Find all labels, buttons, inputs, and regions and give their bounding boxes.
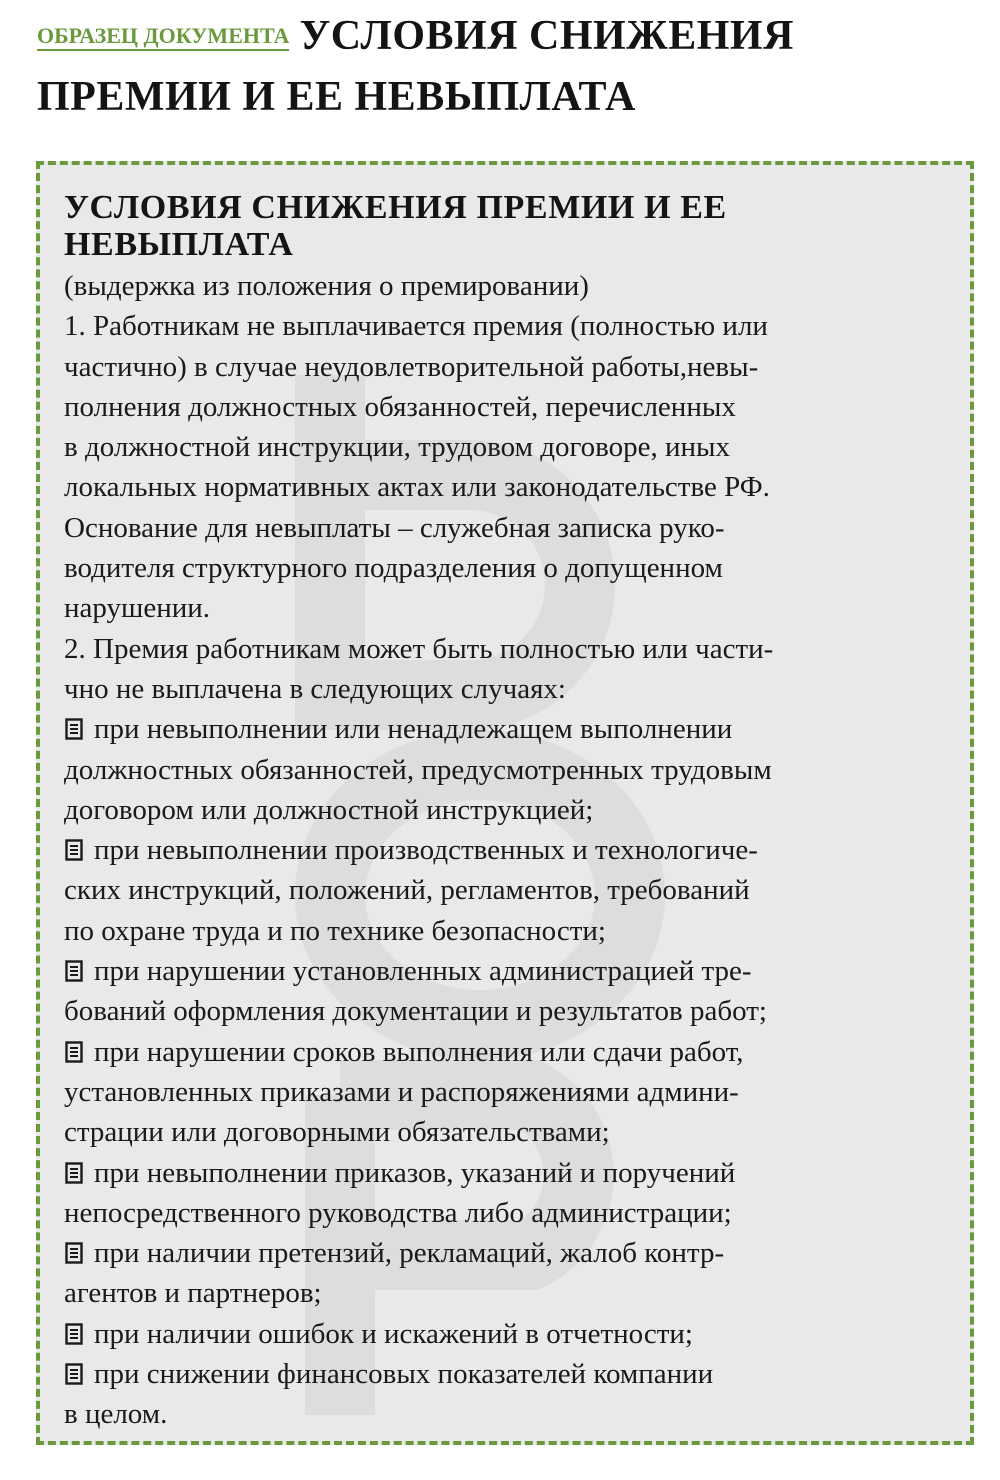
bullet-line: при невыполнении или ненадлежащем выполнении: [94, 713, 733, 746]
document-title: [64, 189, 954, 263]
bullet-item: [64, 951, 954, 991]
document-icon: [64, 1032, 84, 1072]
document-subtitle: (выдержка из положения о премировании): [64, 270, 589, 302]
document-icon: [64, 951, 84, 991]
bullet-continuation: [64, 1193, 954, 1233]
bullet-item: [64, 1153, 954, 1193]
bullet-item: [64, 709, 954, 749]
bullet-text: [94, 1153, 954, 1193]
bullet-text: [94, 1233, 954, 1273]
bullet-continuation: [64, 1273, 954, 1313]
paragraph-line: чно не выплачена в следующих случаях:: [64, 672, 566, 705]
paragraph-line: нарушении.: [64, 592, 211, 625]
bullet-line: при снижении финансовых показателей компании: [94, 1358, 714, 1391]
document-content: [64, 189, 954, 1435]
paragraph-line: локальных нормативных актах или законодательстве РФ.: [64, 471, 770, 504]
paragraph-line: в должностной инструкции, трудовом договоре, иных: [64, 431, 731, 464]
document-icon: [64, 830, 84, 870]
paragraph-1: [64, 306, 954, 628]
document-title-line-1: УСЛОВИЯ СНИЖЕНИЯ ПРЕМИИ И ЕЕ: [64, 189, 727, 226]
bullet-continuation: [64, 750, 954, 831]
bullet-line: страции или договорными обязательствами;: [64, 1116, 610, 1149]
bullet-line: при невыполнении производственных и технологиче-: [94, 834, 758, 867]
bullet-continuation: [64, 1072, 954, 1153]
bullet-line: по охране труда и по технике безопасности;: [64, 914, 606, 947]
page-header: [37, 10, 967, 132]
header-line-2: [37, 71, 967, 132]
bullet-continuation: [64, 870, 954, 951]
paragraph-2: [64, 629, 954, 710]
bullet-continuation: [64, 991, 954, 1031]
bullet-line: при нарушении установленных администрацией тре-: [94, 955, 752, 988]
bullet-item: [64, 1354, 954, 1394]
bullet-text: [94, 830, 954, 870]
bullet-item: [64, 1032, 954, 1072]
bullet-line: агентов и партнеров;: [64, 1277, 322, 1310]
document-icon: [64, 1314, 84, 1354]
bullet-continuation: [64, 1394, 954, 1434]
page-title-line-2: ПРЕМИИ И ЕЕ НЕВЫПЛАТА: [37, 74, 636, 120]
bullet-line: при нарушении сроков выполнения или сдачи работ,: [94, 1035, 744, 1068]
paragraph-line: полнения должностных обязанностей, перечисленных: [64, 390, 736, 423]
bullet-text: [94, 1354, 954, 1394]
bullet-text: [94, 709, 954, 749]
bullet-line: непосредственного руководства либо администрации;: [64, 1196, 732, 1229]
bullet-item: [64, 1314, 954, 1354]
bullet-line: при невыполнении приказов, указаний и поручений: [94, 1156, 736, 1189]
paragraph-line: Основание для невыплаты – служебная записка руко-: [64, 511, 725, 544]
paragraph-line: 1. Работникам не выплачивается премия (полностью или: [64, 310, 768, 343]
bullet-line: при наличии претензий, рекламаций, жалоб контр-: [94, 1237, 725, 1270]
paragraph-line: водителя структурного подразделения о допущенном: [64, 552, 723, 585]
paragraph-line: 2. Премия работникам может быть полностью или части-: [64, 632, 774, 665]
section-label: ОБРАЗЕЦ ДОКУМЕНТА: [37, 24, 289, 51]
header-line-1: [37, 10, 967, 71]
bullet-item: [64, 830, 954, 870]
document-icon: [64, 1354, 84, 1394]
bullet-line: установленных приказами и распоряжениями админи-: [64, 1075, 739, 1108]
document-icon: [64, 709, 84, 749]
bullet-text: [94, 1314, 954, 1354]
bullet-text: [94, 1032, 954, 1072]
document-icon: [64, 1233, 84, 1273]
bullet-line: договором или должностной инструкцией;: [64, 793, 594, 826]
bullet-line: в целом.: [64, 1398, 168, 1431]
document-title-line-2: НЕВЫПЛАТА: [64, 226, 294, 263]
document-sample-box: [36, 161, 974, 1445]
bullet-line: бований оформления документации и результатов работ;: [64, 995, 767, 1028]
bullet-text: [94, 951, 954, 991]
bullet-line: при наличии ошибок и искажений в отчетности;: [94, 1317, 693, 1350]
bullet-line: должностных обязанностей, предусмотренных трудовым: [64, 753, 772, 786]
bullet-line: ских инструкций, положений, регламентов, требований: [64, 874, 750, 907]
page-title-line-1: УСЛОВИЯ СНИЖЕНИЯ: [299, 13, 794, 59]
document-icon: [64, 1153, 84, 1193]
paragraph-line: частично) в случае неудовлетворительной работы,невы-: [64, 350, 759, 383]
bullet-item: [64, 1233, 954, 1273]
